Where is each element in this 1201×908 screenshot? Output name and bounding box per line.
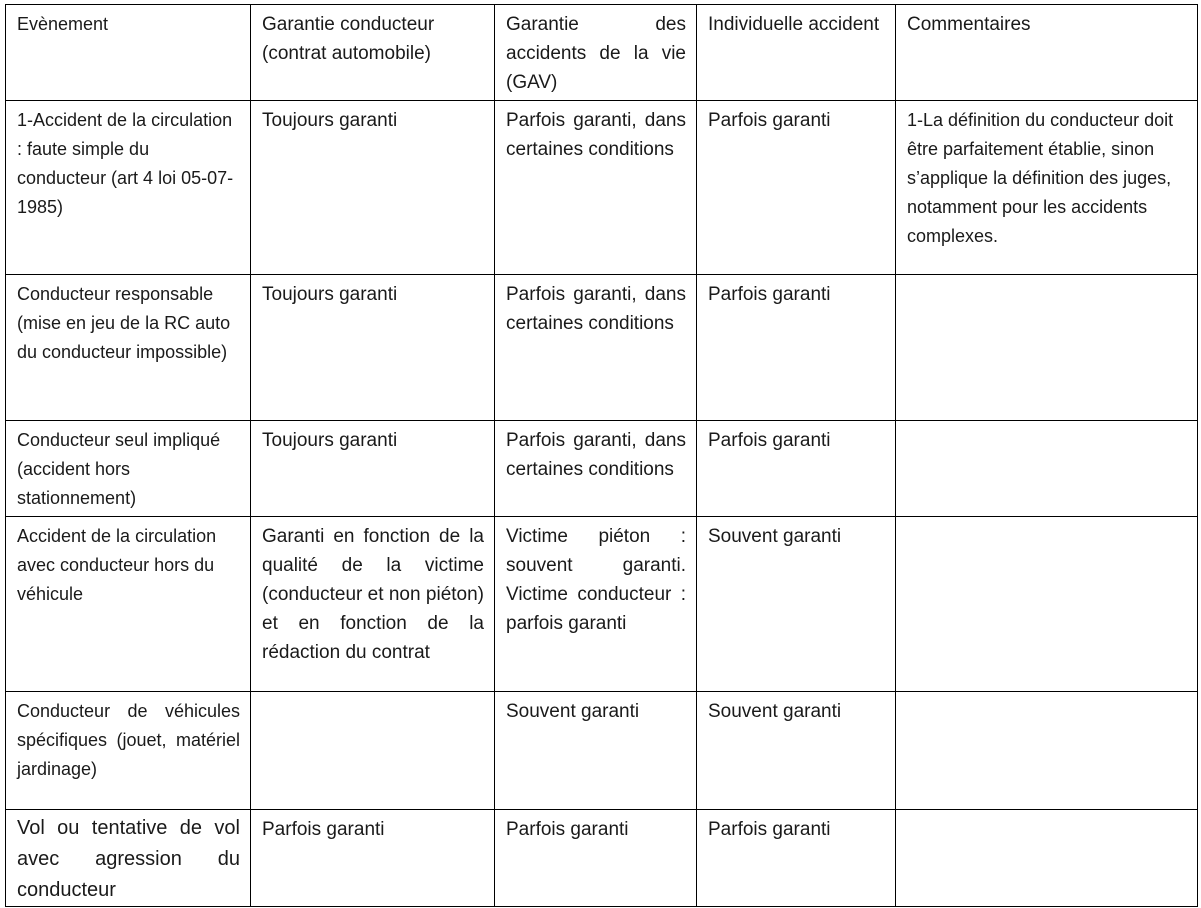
cell-comments bbox=[896, 810, 1198, 907]
header-comments: Commentaires bbox=[896, 5, 1198, 101]
cell-driver-guarantee: Parfois garanti bbox=[251, 810, 495, 907]
cell-comments bbox=[896, 421, 1198, 517]
cell-individual-accident: Parfois garanti bbox=[697, 421, 896, 517]
cell-driver-guarantee: Garanti en fonction de la qualité de la victime (conducteur et non piéton) et en fonction de la rédaction du contrat bbox=[251, 517, 495, 692]
cell-individual-accident: Parfois garanti bbox=[697, 275, 896, 421]
cell-driver-guarantee bbox=[251, 692, 495, 810]
header-driver-guarantee: Garantie conducteur (contrat automobile) bbox=[251, 5, 495, 101]
cell-event: 1-Accident de la circulation : faute simple du conducteur (art 4 loi 05-07-1985) bbox=[6, 101, 251, 275]
cell-driver-guarantee: Toujours garanti bbox=[251, 421, 495, 517]
header-individual-accident: Individuelle accident bbox=[697, 5, 896, 101]
guarantee-comparison-table bbox=[5, 4, 1198, 907]
table-header-row bbox=[6, 5, 1198, 101]
table-row bbox=[6, 101, 1198, 275]
cell-event: Accident de la circulation avec conducteur hors du véhicule bbox=[6, 517, 251, 692]
cell-comments bbox=[896, 275, 1198, 421]
cell-event: Vol ou tentative de vol avec agression du conducteur bbox=[6, 810, 251, 907]
cell-individual-accident: Parfois garanti bbox=[697, 810, 896, 907]
cell-driver-guarantee: Toujours garanti bbox=[251, 275, 495, 421]
cell-event: Conducteur de véhicules spécifiques (jouet, matériel jardinage) bbox=[6, 692, 251, 810]
cell-gav: Parfois garanti bbox=[495, 810, 697, 907]
table-row bbox=[6, 421, 1198, 517]
cell-comments bbox=[896, 692, 1198, 810]
table-row bbox=[6, 517, 1198, 692]
cell-gav: Victime piéton : souvent garanti. Victime conducteur : parfois garanti bbox=[495, 517, 697, 692]
cell-gav: Souvent garanti bbox=[495, 692, 697, 810]
cell-gav: Parfois garanti, dans certaines conditions bbox=[495, 275, 697, 421]
cell-event: Conducteur responsable (mise en jeu de la RC auto du conducteur impossible) bbox=[6, 275, 251, 421]
cell-comments: 1-La définition du conducteur doit être parfaitement établie, sinon s’applique la définition des juges, notamment pour les accidents complexes. bbox=[896, 101, 1198, 275]
cell-event: Conducteur seul impliqué (accident hors stationnement) bbox=[6, 421, 251, 517]
cell-individual-accident: Parfois garanti bbox=[697, 101, 896, 275]
table-row bbox=[6, 275, 1198, 421]
cell-gav: Parfois garanti, dans certaines conditions bbox=[495, 421, 697, 517]
table-row bbox=[6, 692, 1198, 810]
cell-driver-guarantee: Toujours garanti bbox=[251, 101, 495, 275]
header-gav: Garantie des accidents de la vie (GAV) bbox=[495, 5, 697, 101]
cell-gav: Parfois garanti, dans certaines conditions bbox=[495, 101, 697, 275]
header-event: Evènement bbox=[6, 5, 251, 101]
cell-comments bbox=[896, 517, 1198, 692]
cell-individual-accident: Souvent garanti bbox=[697, 517, 896, 692]
table-row bbox=[6, 810, 1198, 907]
cell-individual-accident: Souvent garanti bbox=[697, 692, 896, 810]
